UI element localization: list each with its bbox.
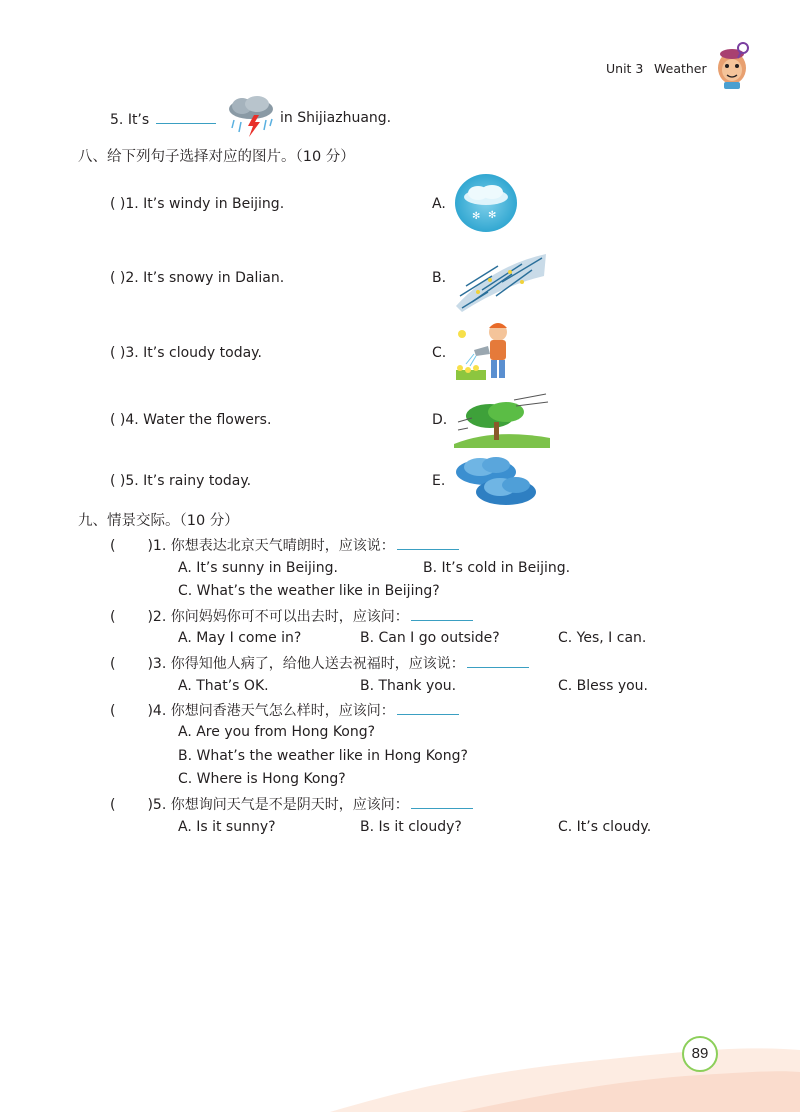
question-number: )2. [147,609,167,625]
dialog-question-2: ( )2. 你问妈妈你可不可以出去时，应该问： [110,606,475,626]
option-c: C. Bless you. [558,678,648,694]
fill-item-before: It’s [127,112,150,128]
svg-text:✻: ✻ [472,211,481,222]
option-letter-d: D. [432,412,448,428]
option-c: C. Where is Hong Kong? [178,771,346,787]
answer-blank[interactable] [411,606,473,621]
fill-item-after: in Shijiazhuang. [280,110,392,126]
section8-title: 八、给下列句子选择对应的图片。（10 分） [78,149,355,165]
dialog-question-5: ( )5. 你想询问天气是不是阴天时，应该问： [110,794,475,814]
question-number: )3. [147,656,167,672]
question-prompt: 你想询问天气是不是阴天时，应该问： [170,797,409,813]
option-letter-c: C. [432,345,447,361]
option-b: B. Can I go outside? [360,630,500,646]
thunderstorm-cloud-icon [224,95,278,141]
option-letter-a: A. [432,196,446,212]
page-number: 89 [682,1036,718,1072]
option-a: A. Are you from Hong Kong? [178,724,376,740]
question-prompt: 你想问香港天气怎么样时，应该问： [170,703,395,719]
question-prompt: 你想表达北京天气晴朗时，应该说： [170,538,395,554]
option-c: C. What’s the weather like in Beijing? [178,583,440,599]
question-prompt: 你问妈妈你可不可以出去时，应该问： [170,609,409,625]
snow-cloud-picture [454,173,518,233]
option-a: A. May I come in? [178,630,302,646]
option-c: C. It’s cloudy. [558,819,652,835]
dialog-question-3: ( )3. 你得知他人病了，给他人送去祝福时，应该说： [110,653,531,673]
option-letter-e: E. [432,473,446,489]
section9-title: 九、情景交际。（10 分） [78,513,239,529]
answer-blank[interactable] [397,535,459,550]
option-b: B. Is it cloudy? [360,819,462,835]
option-a: A. Is it sunny? [178,819,276,835]
dialog-question-1: ( )1. 你想表达北京天气晴朗时，应该说： [110,535,461,555]
option-c: C. Yes, I can. [558,630,647,646]
matching-sentence-1: ( )1. It’s windy in Beijing. [110,196,285,212]
fill-item [110,109,218,129]
answer-blank[interactable] [411,794,473,809]
header-unit: Unit 3 [606,61,644,76]
boy-watering-flowers-picture [454,320,520,384]
matching-sentence-2: ( )2. It’s snowy in Dalian. [110,270,285,286]
fill-item-blank[interactable] [156,109,216,124]
mascot-icon [710,40,754,90]
matching-sentence-5: ( )5. It’s rainy today. [110,473,252,489]
question-number: )1. [147,538,167,554]
header-topic: Weather [654,61,707,76]
answer-blank[interactable] [397,700,459,715]
option-b: B. What’s the weather like in Hong Kong? [178,748,468,764]
question-prompt: 你得知他人病了，给他人送去祝福时，应该说： [170,656,465,672]
option-b: B. It’s cold in Beijing. [423,560,571,576]
question-number: )4. [147,703,167,719]
svg-text:✻: ✻ [488,210,497,221]
answer-blank[interactable] [467,653,529,668]
question-number: )5. [147,797,167,813]
option-a: A. That’s OK. [178,678,269,694]
blue-clouds-picture [452,454,538,508]
option-letter-b: B. [432,270,447,286]
fill-item-number: 5. [110,112,124,128]
windy-tree-picture [454,392,550,448]
matching-sentence-3: ( )3. It’s cloudy today. [110,345,262,361]
option-a: A. It’s sunny in Beijing. [178,560,339,576]
option-b: B. Thank you. [360,678,457,694]
rain-streaks-picture [452,246,548,312]
matching-sentence-4: ( )4. Water the flowers. [110,412,272,428]
dialog-question-4: ( )4. 你想问香港天气怎么样时，应该问： [110,700,461,720]
